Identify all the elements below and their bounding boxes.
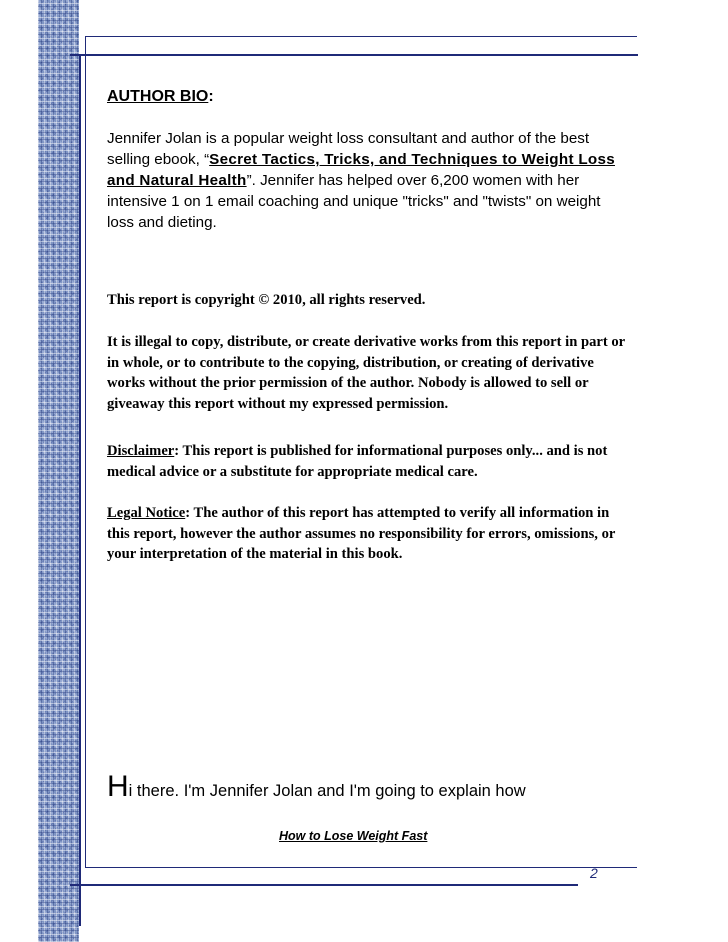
page-border-bottom-thin xyxy=(85,867,637,868)
page-border-left-inner xyxy=(85,36,86,868)
intro-drop-letter: H xyxy=(107,770,129,803)
author-bio-heading-colon: : xyxy=(208,88,214,105)
bio-text-after: ”. Jennifer has helped over 6,200 women with her intensive 1 on 1 email coaching and unique "tricks" and "twists" on weight loss and dieting. xyxy=(107,172,601,231)
copyright-notice: This report is copyright © 2010, all rights reserved. xyxy=(107,292,426,308)
intro-text: i there. I'm Jennifer Jolan and I'm going to explain how xyxy=(128,782,526,800)
author-bio-text xyxy=(107,128,627,233)
legal-notice-paragraph xyxy=(107,503,632,565)
page-number: 2 xyxy=(590,865,598,881)
decorative-mosaic-strip xyxy=(38,0,79,942)
bio-text-before: Jennifer Jolan is a popular weight loss consultant and author of the best selling ebook, “ xyxy=(107,130,590,168)
legal-notice-text: : The author of this report has attempted to verify all information in this report, however the author assumes no responsibility for errors, omissions, or your interpretation of the material in this book. xyxy=(107,505,616,562)
disclaimer-text: : This report is published for informational purposes only... and is not medical advice or a substitute for appropriate medical care. xyxy=(107,443,608,480)
page-border-top xyxy=(70,54,638,56)
disclaimer-label: Disclaimer xyxy=(107,443,175,459)
author-bio-heading-text: AUTHOR BIO xyxy=(107,88,209,105)
illegal-copy-notice: It is illegal to copy, distribute, or create derivative works from this report in part or in whole, or to contribute to the copying, distribution, or creating of derivative works without the prior permission of the author. Nobody is allowed to sell or giveaway this report without my expressed permission. xyxy=(107,334,625,412)
page-border-bottom xyxy=(70,884,578,886)
disclaimer-paragraph xyxy=(107,441,632,482)
intro-sentence xyxy=(107,772,526,802)
page-border-left xyxy=(79,56,81,926)
page-border-top-thin xyxy=(85,36,637,37)
legal-notice-label: Legal Notice xyxy=(107,505,186,521)
book-title-link[interactable]: Secret Tactics, Tricks, and Techniques to Weight Loss and Natural Health xyxy=(107,151,615,189)
footer-book-title[interactable]: How to Lose Weight Fast xyxy=(279,829,428,843)
author-bio-heading xyxy=(107,88,214,106)
